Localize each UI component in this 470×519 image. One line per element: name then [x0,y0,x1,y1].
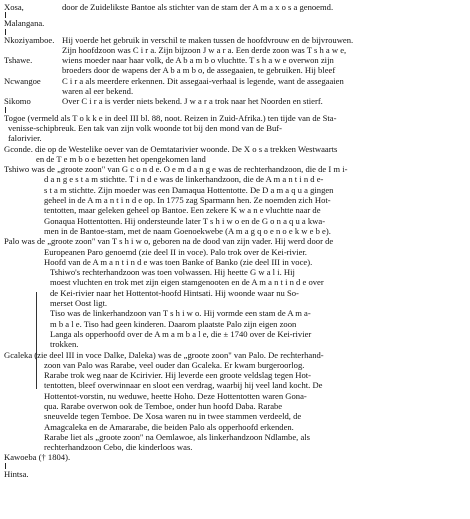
entry-continuation: en de T e m b o e bezetten het opengekomen land [36,153,206,164]
tiso-side-rule [36,292,37,389]
entry-text: door de Zuidelikste Bantoe als stichter van de stam der A m a x o s a genoemd. [62,2,334,12]
genealogy-entry: Kawoeba († 1804). [4,452,71,463]
genealogy-entry [4,96,464,106]
entry-continuation: Langa als opperhoofd over de A m a m b a l e, die ± 1740 over de Kei-rivier [50,328,312,339]
genealogy-entry: Gcaleka (zie deel III in voce Dalke, Daleka) was de „groote zoon" van Palo. De rechterhand- [4,349,324,360]
chief-name: Nkoziyamboe. [4,34,55,45]
genealogy-entry: Palo was de „groote zoon" van T s h i w o, geboren na de dood van zijn vader. Hij werd door de [4,236,334,247]
entry-continuation: geheel in de A m a n t i n d e op. In 1775 zag Sparmann hen. Ze noemden zich Hot- [44,195,331,206]
entry-continuation: Rarabe trok weg naar de Kcirivier. Hij leverde een groote veldslag tegen Hot- [44,370,312,381]
genealogy-entry: Tshiwo was de „groote zoon" van G c o n d e. O e m d a n g e was de rechterhandzoon, die de I m i- [4,164,348,175]
chief-name: Ncwangoe [4,75,41,86]
entry-continuation: trokken. [50,339,79,350]
entry-continuation: tentotten, bleef overwinnaar en sloot een verdrag, waarbij hij veel land kocht. De [44,380,323,391]
genealogy-entry: Togoe (vermeld als T o k k e in deel III bl. 88, noot. Reizen in Zuid-Afrika.) ten tijde van de Sta- [4,112,337,123]
entry-continuation: sneuvelde tegen Temboe. De Xosa waren nu in twee stammen verdeeld, de [44,411,302,422]
entry-continuation: Hoofd van de A m a n t i n d e was toen Banke of Banko (zie deel III in voce). [44,256,313,267]
entry-continuation: Tshiwo's rechterhandzoon was toen volwassen. Hij heette G w a l i. Hij [50,267,295,278]
entry-continuation: rechterhandzoon Cebo, die kinderloos was. [44,442,193,453]
entry-continuation: d a n g e s t a m stichtte. T i n d e was de linkerhandzoon, die de A m a n t i n d e- [44,174,324,185]
entry-continuation: Zijn hoofdzoon was C i r a. Zijn bijzoon J w a r a. Een derde zoon was T s h a w e, [62,44,347,55]
entry-text: Hij voerde het gebruik in verschil te maken tussen de hoofdvrouw en de bijvrouwen. [62,34,354,45]
genealogy-entry: Gconde. die op de Westelike oever van de Oemtatarivier woonde. De X o s a trekken Westwaarts [4,143,338,154]
entry-continuation: men in de Bantoe-stam, met de naam Goenoekwebe (A m a g q o e n o e k w e b e). [44,225,331,236]
entry-continuation: waren al eer bekend. [62,86,134,97]
entry-continuation: moest vluchten en trok met zijn eigen stamgenooten en de A m a n t i n d e over [50,277,324,288]
genealogy-entry: Hintsa. [4,468,29,479]
entry-continuation: Hottentot-vorstin, nu weduwe, heette Hoho. Deze Hottentotten waren Gona- [44,390,307,401]
genealogy-entry [4,55,464,65]
genealogy-text [4,2,464,479]
entry-continuation: s t a m stichtte. Zijn moeder was een Damaqua Hottentotte. De D a m a q u a gingen [44,184,334,195]
entry-continuation: Amagcaleka en de Amararabe, die beiden Palo als opperhoofd erkenden. [44,421,294,432]
entry-continuation: tentotten, maar geleken geheel op Bantoe. Een zekere K w a n e vluchtte naar de [44,205,321,216]
entry-continuation: falorivier. [8,133,42,144]
chief-name: Malangana. [4,18,45,29]
entry-continuation: broeders door de wapens der A b a m b o, de assegaaien, te gebruiken. Hij bleef [62,65,336,76]
entry-continuation: Rarabe liet als „groote zoon" na Oemlawoe, als linkerhandzoon Ndlambe, als [44,431,311,442]
chief-name: Sikomo [4,96,31,107]
chief-name: Tshawe. [4,55,33,66]
entry-text: Over C i r a is verder niets bekend. J w a r a trok naar het Noorden en stierf. [62,96,323,107]
entry-continuation: Tiso was de linkerhandzoon van T s h i w o. Hij vormde een stam de A m a- [50,308,311,319]
entry-continuation: venisse-schipbreuk. Een tak van zijn volk woonde tot bij den mond van de Buf- [8,122,282,133]
genealogy-entry [4,76,464,86]
entry-continuation: de Kei-rivier naar het Hottentot-hoofd Hintsati. Hij woonde waar nu So- [50,287,299,298]
chief-name: Xosa, [4,2,24,12]
entry-continuation: Gonaqua Hottentotten. Hij ondersteunde later T s h i w o en de G o n a q u a kwa- [44,215,326,226]
genealogy-entry [4,2,464,12]
entry-text: C i r a als meerdere erkennen. Dit assegaai-verhaal is legende, want de assegaaien [62,75,344,86]
entry-continuation: zoon van Palo was Rarabe, veel ouder dan Gcaleka. Er kwam burgeroorlog. [44,359,305,370]
entry-continuation: m b a l e. Tiso had geen kinderen. Daarom plaatste Palo zijn eigen zoon [50,318,297,329]
genealogy-entry [4,18,464,28]
entry-text: wiens moeder naar haar volk, de A b a m b o vluchtte. T s h a w e overwon zijn [62,55,334,66]
entry-continuation: Europeanen Paro genoemd (zie deel II in voce). Palo trok over de Kei-rivier. [44,246,307,257]
entry-continuation: merset Oost ligt. [50,298,108,309]
genealogy-entry [4,35,464,45]
entry-continuation: qua. Rarabe overwon ook de Temboe, onder hun hoofd Daba. Rarabe [44,400,283,411]
